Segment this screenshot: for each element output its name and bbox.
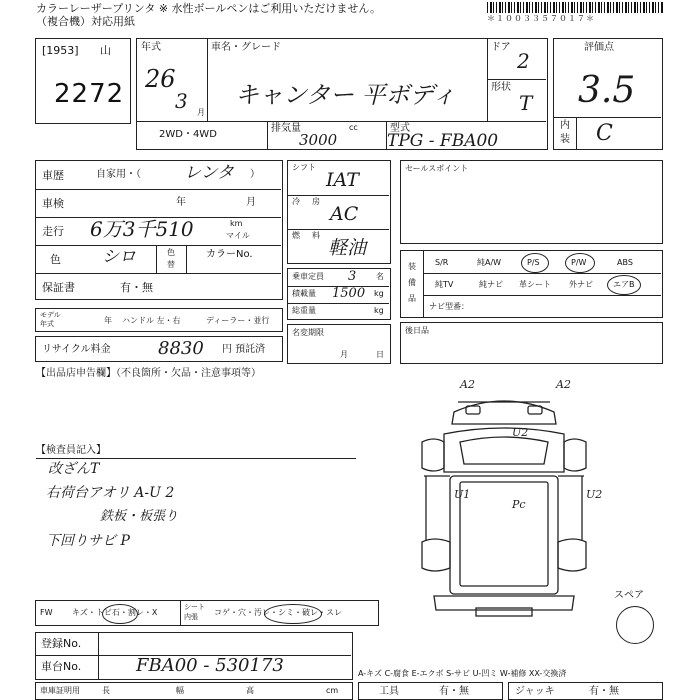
navi-model-label: ナビ型番： bbox=[429, 302, 469, 311]
door-label: ドア bbox=[491, 42, 511, 53]
seat-label-1: シート bbox=[184, 603, 205, 611]
garage-cert-height: 高 bbox=[246, 686, 254, 695]
shape-label: 形状 bbox=[491, 82, 511, 93]
recycle-value: 8830 bbox=[158, 338, 204, 359]
model-year-year: 年 bbox=[104, 316, 112, 325]
capacity-label: 乗車定員 bbox=[292, 272, 324, 281]
capacity-unit: 名 bbox=[376, 272, 384, 281]
interior-label-2: 装 bbox=[560, 134, 570, 145]
mark-a2-right: A2 bbox=[556, 378, 571, 391]
spare-tire-circle bbox=[616, 606, 654, 644]
history-value: レンタ bbox=[184, 163, 234, 183]
garage-cert-label: 車庫証明用 bbox=[40, 686, 80, 695]
header-line2: （複合機）対応用紙 bbox=[36, 15, 135, 28]
color-no-label: カラーNo. bbox=[206, 249, 253, 260]
model-label: 車名・グレード bbox=[211, 42, 281, 53]
sales-point-box bbox=[400, 160, 663, 244]
type-label: 型式 bbox=[390, 123, 410, 134]
lot-box bbox=[35, 38, 131, 124]
inspector-note-4: 下回りサビ P bbox=[46, 533, 130, 549]
mark-u2-right: U2 bbox=[586, 488, 603, 501]
barcode bbox=[487, 2, 663, 13]
capacity-value: 3 bbox=[348, 269, 357, 284]
expiry-month: 月 bbox=[340, 350, 348, 359]
inspection-month: 月 bbox=[246, 197, 256, 208]
warranty-label: 保証書 bbox=[42, 281, 75, 294]
left-info-box bbox=[35, 160, 283, 300]
displacement-unit: cc bbox=[349, 123, 358, 132]
month-value: 3 bbox=[175, 89, 188, 113]
recycle-label: リサイクル料金 bbox=[42, 344, 111, 355]
registration-label: 登録No. bbox=[41, 637, 82, 650]
fuel-label-2: 料 bbox=[312, 231, 320, 240]
recycle-box bbox=[35, 336, 283, 362]
year-value: 26 bbox=[145, 65, 176, 93]
equip-label-1: 装 bbox=[408, 262, 416, 271]
handle-label: ハンドル 左・右 bbox=[122, 316, 181, 325]
mark-pc-center: Pc bbox=[512, 498, 526, 511]
inspector-note-3: 鉄板・板張り bbox=[100, 509, 179, 524]
tool-label: 工具 bbox=[379, 686, 399, 697]
equip-abs: ABS bbox=[617, 258, 633, 267]
year-label: 年式 bbox=[141, 42, 161, 53]
equip-navi: 純ナビ bbox=[479, 280, 503, 289]
top-info-box bbox=[136, 38, 548, 150]
sales-point-label: セールスポイント bbox=[405, 164, 469, 173]
displacement-value: 3000 bbox=[299, 131, 338, 149]
equipment-box bbox=[400, 250, 663, 318]
load-value: 1500 bbox=[332, 286, 366, 301]
equip-alloy-wheel: 純A/W bbox=[477, 258, 502, 267]
shift-label: シフト bbox=[292, 163, 316, 172]
equip-label-3: 品 bbox=[408, 294, 416, 303]
garage-cert-cm: cm bbox=[326, 686, 339, 695]
equip-tv: 純TV bbox=[435, 280, 454, 289]
score-value: 3.5 bbox=[578, 70, 636, 111]
recycle-unit: 円 預託済 bbox=[222, 344, 266, 355]
type-value: TPG - FBA00 bbox=[387, 131, 499, 151]
model-year-box bbox=[35, 308, 283, 332]
spare-label: スペア bbox=[614, 590, 644, 601]
color-change-2: 替 bbox=[167, 260, 175, 269]
lot-year: [1953] bbox=[42, 44, 79, 57]
inspection-label: 車検 bbox=[42, 197, 64, 210]
damage-legend: A-キズ C-腐食 E-エクボ S-サビ U-凹ミ W-補修 XX-交換済 bbox=[358, 669, 567, 678]
fw-options: キズ・トビ石・割レ・X bbox=[72, 608, 158, 617]
inspector-note-2: 右荷台アオリ A-U 2 bbox=[46, 485, 175, 501]
score-label: 評価点 bbox=[584, 42, 614, 53]
model-year-label-2: 年式 bbox=[40, 320, 54, 328]
after-items-label: 後日品 bbox=[405, 326, 429, 335]
displacement-label: 排気量 bbox=[271, 123, 301, 134]
fuel-label-1: 燃 bbox=[292, 231, 300, 240]
registration-box bbox=[35, 632, 353, 680]
capacity-box bbox=[287, 268, 391, 320]
fuel-value: 軽油 bbox=[328, 237, 367, 259]
mileage-unit-km: km bbox=[230, 219, 243, 228]
seat-stain-circle bbox=[264, 604, 322, 624]
equip-leather-seat: 革シート bbox=[519, 280, 551, 289]
interior-value: C bbox=[596, 121, 613, 146]
jack-options: 有・無 bbox=[589, 686, 619, 697]
mid-info-box bbox=[287, 160, 391, 264]
seat-label-2: 内張 bbox=[184, 613, 198, 621]
expiry-day: 日 bbox=[376, 350, 384, 359]
drive-label: 2WD・4WD bbox=[159, 129, 217, 140]
expiry-label: 名変期限 bbox=[292, 328, 324, 337]
model-year-label-1: モデル bbox=[40, 311, 61, 319]
equip-pw: P/W bbox=[571, 258, 587, 267]
mileage-label: 走行 bbox=[42, 225, 64, 238]
tool-box bbox=[358, 682, 503, 700]
tool-options: 有・無 bbox=[439, 686, 469, 697]
garage-cert-width: 幅 bbox=[176, 686, 184, 695]
mileage-unit-mile: マイル bbox=[226, 231, 250, 240]
inspector-label: 【検査員記入】 bbox=[36, 445, 106, 456]
inspector-note-1: 改ざんT bbox=[48, 461, 100, 477]
lot-number: 2272 bbox=[54, 79, 125, 109]
color-label: 色 bbox=[50, 253, 61, 266]
jack-box bbox=[508, 682, 663, 700]
mark-u1-left: U1 bbox=[454, 488, 471, 501]
inspection-year: 年 bbox=[176, 197, 186, 208]
garage-cert-box bbox=[35, 682, 353, 700]
ac-value: AC bbox=[330, 203, 359, 225]
lot-mark: 山 bbox=[100, 44, 111, 57]
history-options: 自家用・（ bbox=[96, 169, 141, 180]
seat-options: コゲ・穴・汚レ・シミ・破レ・スレ bbox=[214, 608, 342, 617]
color-change-1: 色 bbox=[167, 248, 175, 257]
jack-label: ジャッキ bbox=[515, 686, 555, 697]
model-value: キャンター 平ボディ bbox=[235, 81, 456, 109]
equip-ps: P/S bbox=[527, 258, 540, 267]
total-weight-unit: kg bbox=[374, 306, 384, 315]
mileage-value: 6万3千510 bbox=[90, 217, 194, 241]
chassis-value: FBA00 - 530173 bbox=[136, 655, 284, 676]
shape-value: T bbox=[519, 91, 533, 115]
ac-label-1: 冷 bbox=[292, 197, 300, 206]
expiry-box bbox=[287, 324, 391, 364]
vehicle-damage-diagram bbox=[404, 372, 604, 636]
mark-u2-top: U2 bbox=[512, 426, 529, 439]
month-label: 月 bbox=[197, 108, 205, 117]
barcode-number: ＊１００３３５７０１７＊ bbox=[487, 14, 595, 23]
equip-airbag-circle bbox=[607, 275, 641, 295]
garage-cert-length: 長 bbox=[102, 686, 110, 695]
door-value: 2 bbox=[517, 49, 530, 73]
interior-label-1: 内 bbox=[560, 120, 570, 131]
load-unit: kg bbox=[374, 289, 384, 298]
equip-ps-circle bbox=[521, 253, 549, 273]
dealer-label: ディーラー・並行 bbox=[206, 316, 270, 325]
history-close: ） bbox=[250, 169, 260, 180]
header-line1: カラーレーザープリンタ ※ 水性ボールペンはご利用いただけません。 bbox=[36, 2, 381, 15]
chassis-label: 車台No. bbox=[41, 660, 82, 673]
ac-label-2: 房 bbox=[312, 197, 320, 206]
fw-seat-box bbox=[35, 600, 379, 626]
equip-ext-navi: 外ナビ bbox=[569, 280, 593, 289]
equip-pw-circle bbox=[565, 253, 595, 273]
equip-sr: S/R bbox=[435, 258, 449, 267]
color-value: シロ bbox=[102, 247, 136, 267]
history-label: 車歴 bbox=[42, 169, 64, 182]
warranty-options: 有・無 bbox=[120, 281, 153, 294]
score-box bbox=[553, 38, 663, 150]
load-label: 積載量 bbox=[292, 289, 316, 298]
after-items-box bbox=[400, 322, 663, 364]
notes-label: 【出品店申告欄】（不良箇所・欠品・注意事項等） bbox=[36, 368, 261, 379]
fw-chip-circle bbox=[102, 604, 138, 624]
shift-value: IAT bbox=[326, 169, 359, 191]
equip-airbag: エアB bbox=[613, 280, 635, 289]
total-weight-label: 総重量 bbox=[292, 306, 316, 315]
equip-label-2: 備 bbox=[408, 278, 416, 287]
mark-a2-left: A2 bbox=[460, 378, 475, 391]
fw-label: FW bbox=[40, 608, 53, 617]
